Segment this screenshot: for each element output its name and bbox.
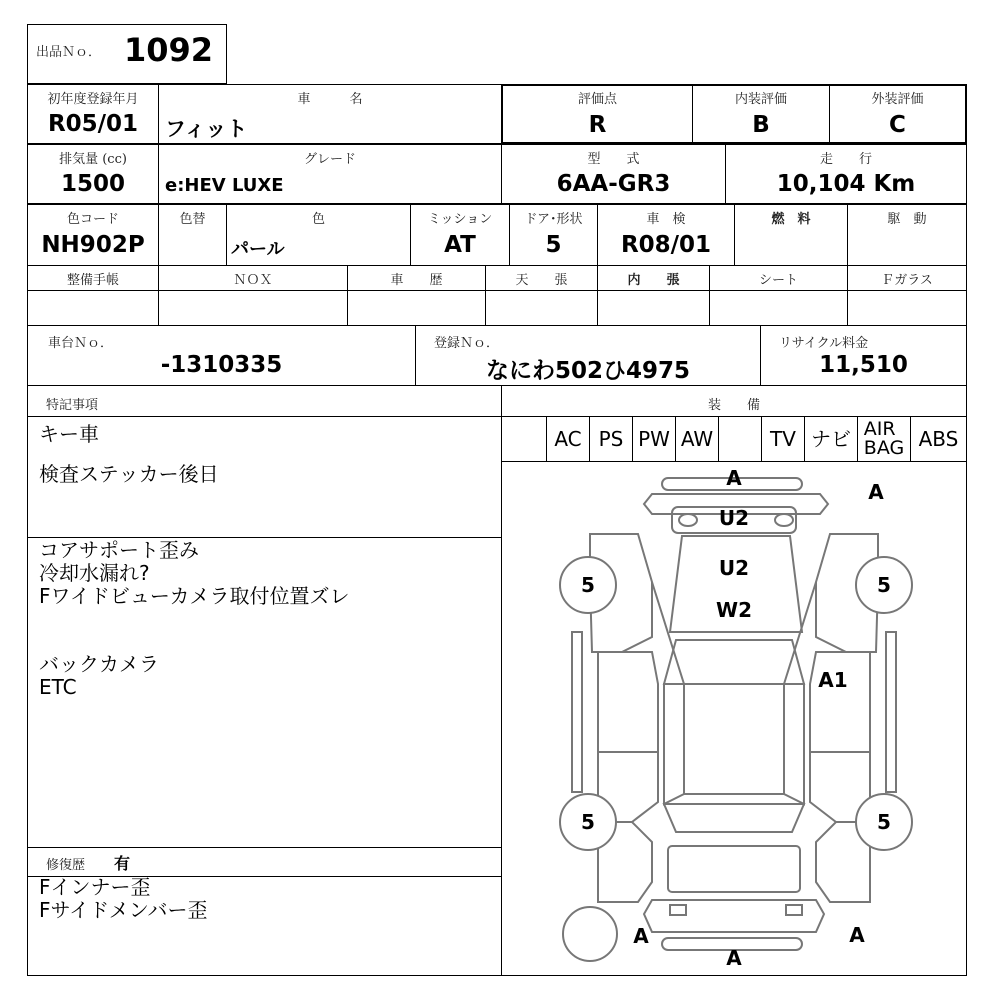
spare-tire-icon xyxy=(563,907,617,961)
color-value: パール xyxy=(231,239,285,260)
score-value: R xyxy=(588,112,607,138)
tire-front-right: 5 xyxy=(877,573,891,597)
color-change-label: 色替 xyxy=(179,212,206,227)
damage-front-corner: A xyxy=(868,480,884,504)
note-line-1: キー車 xyxy=(39,422,99,446)
registration-value: なにわ502ひ4975 xyxy=(485,358,691,384)
seat-label: シート xyxy=(758,273,798,288)
model-label: 型 式 xyxy=(587,152,640,167)
exterior-score-label: 外装評価 xyxy=(871,92,924,107)
model-value: 6AA-GR3 xyxy=(556,171,671,197)
damage-rear-bumper: A xyxy=(726,946,742,970)
door-label: ドア･形状 xyxy=(524,212,583,227)
door-value: 5 xyxy=(545,232,562,258)
mileage-label: 走 行 xyxy=(819,152,872,167)
damage-hood-2: W2 xyxy=(716,598,752,622)
damage-front-bumper: A xyxy=(726,466,742,490)
notes-label: 特記事項 xyxy=(46,398,99,413)
inspection-value: R08/01 xyxy=(620,232,712,258)
mission-cell xyxy=(410,204,510,266)
interior-score-label: 内装評価 xyxy=(734,92,787,107)
history-cell xyxy=(347,265,486,326)
equipment-item-navi: ナビ xyxy=(804,417,857,461)
lot-number-label: 出品Ｎｏ． xyxy=(36,45,102,60)
registration-label: 登録Ｎｏ． xyxy=(434,336,500,351)
notes-header xyxy=(27,385,502,417)
equipment-item-airbag: AIR BAG xyxy=(857,417,910,461)
color-code-cell xyxy=(27,204,159,266)
equipment-item-aw: AW xyxy=(675,417,718,461)
inspection-cell xyxy=(597,204,735,266)
chassis-value: -1310335 xyxy=(160,352,283,378)
model-cell xyxy=(501,144,726,204)
color-code-label: 色コード xyxy=(66,212,119,227)
note-block-2-line-2: 冷却水漏れ? xyxy=(39,561,150,585)
sunroof-cell xyxy=(485,265,598,326)
equipment-row xyxy=(501,416,967,462)
damage-hood-1: U2 xyxy=(718,556,750,580)
displacement-label: 排気量 (cc) xyxy=(59,152,127,167)
sunroof-label: 天 張 xyxy=(515,273,568,288)
interior-score-value: B xyxy=(752,112,770,138)
damage-diagram xyxy=(501,461,967,976)
equipment-item-ps: PS xyxy=(589,417,632,461)
door-cell xyxy=(509,204,598,266)
repair-line-1: Fインナー歪 xyxy=(39,875,151,899)
repair-value: 有 xyxy=(114,854,131,873)
score-cell xyxy=(501,84,693,144)
nox-cell xyxy=(158,265,348,326)
damage-rear-right: A xyxy=(849,923,865,947)
note-line-2: 検査ステッカー後日 xyxy=(39,462,219,486)
score-label: 評価点 xyxy=(577,92,617,107)
equipment-item-blank-1 xyxy=(502,417,546,461)
car-outline xyxy=(502,462,966,975)
inspection-label: 車 検 xyxy=(646,212,686,227)
interior-trim-cell xyxy=(597,265,710,326)
equipment-item-ac: AC xyxy=(546,417,589,461)
nox-label: ＮＯＸ xyxy=(233,273,273,288)
fuel-label: 燃 料 xyxy=(771,212,811,227)
tire-front-left: 5 xyxy=(581,573,595,597)
repair-line-2: Fサイドメンバー歪 xyxy=(39,898,208,922)
car-name-cell xyxy=(158,84,502,144)
equipment-header xyxy=(501,385,967,417)
maintenance-cell xyxy=(27,265,159,326)
first-registration-label: 初年度登録年月 xyxy=(47,92,139,107)
equipment-item-blank-2 xyxy=(718,417,761,461)
interior-trim-label: 内 張 xyxy=(627,273,680,288)
color-code-value: NH902P xyxy=(41,232,145,258)
repair-label: 修復歴 xyxy=(46,858,86,873)
chassis-cell xyxy=(27,325,416,386)
mileage-value: 10,104 Km xyxy=(776,171,916,197)
note-block-3-line-2: ETC xyxy=(39,675,77,699)
note-block-3-line-1: バックカメラ xyxy=(39,652,159,676)
damage-right-side: A1 xyxy=(818,668,848,692)
damage-grille: U2 xyxy=(718,506,750,530)
mission-label: ミッション xyxy=(427,212,493,227)
seat-cell xyxy=(709,265,848,326)
lot-number: 1092 xyxy=(124,31,214,69)
drive-label: 駆 動 xyxy=(887,212,927,227)
color-label: 色 xyxy=(311,212,325,227)
equipment-label: 装 備 xyxy=(707,398,760,413)
equipment-item-pw: PW xyxy=(632,417,675,461)
equipment-item-tv: TV xyxy=(761,417,804,461)
mission-value: AT xyxy=(444,232,476,258)
exterior-score-cell xyxy=(829,84,967,144)
glass-cell xyxy=(847,265,967,326)
equipment-item-abs: ABS xyxy=(910,417,966,461)
color-change-cell xyxy=(158,204,227,266)
history-label: 車 歴 xyxy=(390,273,443,288)
maintenance-label: 整備手帳 xyxy=(66,273,119,288)
color-cell xyxy=(226,204,411,266)
drive-cell xyxy=(847,204,967,266)
notes-body xyxy=(27,416,502,976)
exterior-score-value: C xyxy=(889,112,906,138)
fuel-cell xyxy=(734,204,848,266)
grade-cell xyxy=(158,144,502,204)
first-registration-value: R05/01 xyxy=(47,111,139,137)
recycle-cell xyxy=(760,325,967,386)
glass-label: Ｆガラス xyxy=(881,273,933,288)
mileage-cell xyxy=(725,144,967,204)
displacement-cell xyxy=(27,144,159,204)
chassis-label: 車台Ｎｏ． xyxy=(48,336,114,351)
damage-rear-left: A xyxy=(633,924,649,948)
car-name-label: 車 名 xyxy=(297,92,363,107)
interior-score-cell xyxy=(692,84,830,144)
recycle-value: 11,510 xyxy=(819,352,908,378)
displacement-value: 1500 xyxy=(60,171,125,197)
recycle-label: リサイクル料金 xyxy=(779,336,869,351)
grade-value: e:HEV LUXE xyxy=(165,175,284,196)
grade-label: グレード xyxy=(303,152,356,167)
registration-cell xyxy=(415,325,761,386)
note-block-2-line-3: Fワイドビューカメラ取付位置ズレ xyxy=(39,584,350,608)
note-block-2-line-1: コアサポート歪み xyxy=(39,538,199,562)
lot-number-box xyxy=(27,24,227,84)
tire-rear-right: 5 xyxy=(877,810,891,834)
first-registration-cell xyxy=(27,84,159,144)
car-name-value: フィット xyxy=(165,117,248,141)
tire-rear-left: 5 xyxy=(581,810,595,834)
